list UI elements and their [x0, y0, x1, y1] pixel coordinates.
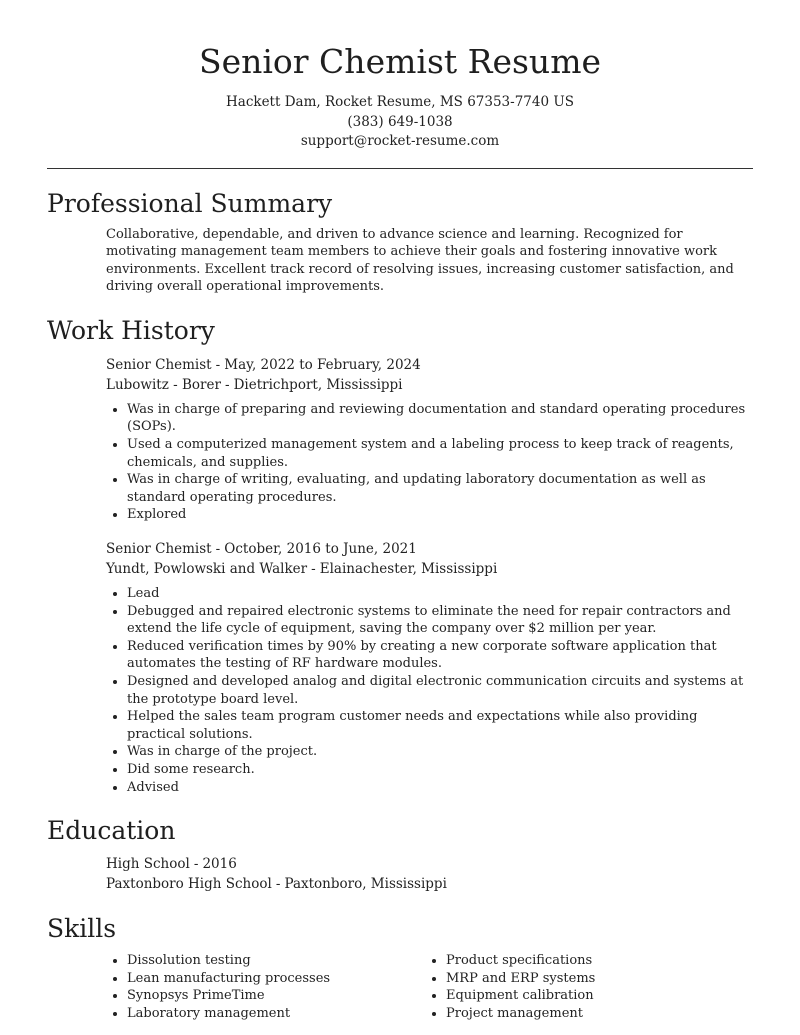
skill-item: • Laboratory management [127, 1005, 425, 1023]
skill-item: • Project management [446, 1005, 744, 1023]
job-bullets [106, 401, 753, 524]
skill-item: • Dissolution testing [127, 952, 425, 970]
summary-text: Collaborative, dependable, and driven to advance science and learning. Recognized for motivating management team members to achieve their goals and fostering innovative work environments. Excellent track record of resolving issues, increasing customer satisfaction, and driving overall operational improvements. [106, 226, 734, 295]
separator: - [224, 376, 230, 393]
skills-list-right [425, 952, 744, 1022]
list-item: • Explored [127, 506, 753, 524]
education-entry [106, 854, 753, 894]
job-company: Lubowitz - Borer [106, 376, 221, 393]
list-item: • Helped the sales team program customer needs and expectations while also providing practical solutions. [127, 708, 753, 743]
job-role-line [106, 355, 753, 375]
skills-list-left [106, 952, 425, 1022]
job-role: Senior Chemist [106, 541, 212, 558]
skills-column-right [425, 952, 744, 1022]
list-item: • Was in charge of preparing and reviewing documentation and standard operating procedures (SOPs). [127, 401, 753, 436]
skill-item: • MRP and ERP systems [446, 970, 744, 988]
skill-item: • Synopsys PrimeTime [127, 987, 425, 1005]
education-school: Paxtonboro High School [106, 876, 272, 893]
summary-heading: Professional Summary [47, 188, 333, 218]
header-divider [47, 168, 753, 169]
education-location: Paxtonboro, Mississippi [284, 876, 447, 893]
job-company-line [106, 375, 753, 395]
skills-section [47, 912, 753, 1022]
list-item: • Used a computerized management system and a labeling process to keep track of reagents, chemicals, and supplies. [127, 436, 753, 471]
job-company: Yundt, Powlowski and Walker [106, 561, 308, 578]
list-item: • Was in charge of writing, evaluating, and updating laboratory documentation as well as standard operating procedures. [127, 471, 753, 506]
education-degree-line [106, 854, 753, 874]
list-item: • Advised [127, 779, 753, 797]
work-history-heading: Work History [47, 315, 215, 345]
resume-title: Senior Chemist Resume [198, 42, 602, 81]
separator: - [215, 356, 221, 373]
job-entry [106, 539, 753, 796]
skill-item: • Product specifications [446, 952, 744, 970]
job-location: Dietrichport, Mississippi [233, 376, 403, 393]
education-heading: Education [47, 816, 176, 846]
skills-column-left [106, 952, 425, 1022]
job-entry [106, 355, 753, 524]
list-item: • Was in charge of the project. [127, 743, 753, 761]
job-role-line [106, 539, 753, 559]
job-company-line [106, 559, 753, 579]
skills-grid [106, 952, 753, 1022]
skill-item: • Lean manufacturing processes [127, 970, 425, 988]
list-item: • Did some research. [127, 761, 753, 779]
separator: - [275, 876, 281, 893]
contact-address: Hackett Dam, Rocket Resume, MS 67353-7740 US [226, 94, 574, 110]
summary-section [47, 187, 753, 296]
contact-info [47, 93, 753, 152]
skill-item: • Equipment calibration [446, 987, 744, 1005]
education-degree: High School [106, 856, 190, 873]
education-section [47, 814, 753, 894]
contact-phone: (383) 649-1038 [347, 113, 453, 130]
job-dates: May, 2022 to February, 2024 [224, 356, 421, 373]
job-role: Senior Chemist [106, 356, 212, 373]
job-location: Elainachester, Mississippi [319, 561, 498, 578]
work-history-section [47, 314, 753, 796]
skills-heading: Skills [47, 914, 117, 944]
separator: - [215, 541, 221, 558]
list-item: • Designed and developed analog and digital electronic communication circuits and systems at the prototype board level. [127, 673, 753, 708]
education-year: 2016 [202, 856, 237, 873]
job-dates: October, 2016 to June, 2021 [224, 541, 417, 558]
job-bullets [106, 585, 753, 796]
education-school-line [106, 874, 753, 894]
list-item: • Debugged and repaired electronic systems to eliminate the need for repair contractors and extend the life cycle of equipment, saving the company over $2 million per year. [127, 603, 753, 638]
list-item: • Reduced verification times by 90% by creating a new corporate software application that automates the testing of RF hardware modules. [127, 638, 753, 673]
contact-email: support@rocket-resume.com [300, 133, 500, 149]
separator: - [193, 856, 199, 873]
resume-header [47, 0, 753, 152]
list-item: • Lead [127, 585, 753, 603]
separator: - [311, 561, 316, 578]
